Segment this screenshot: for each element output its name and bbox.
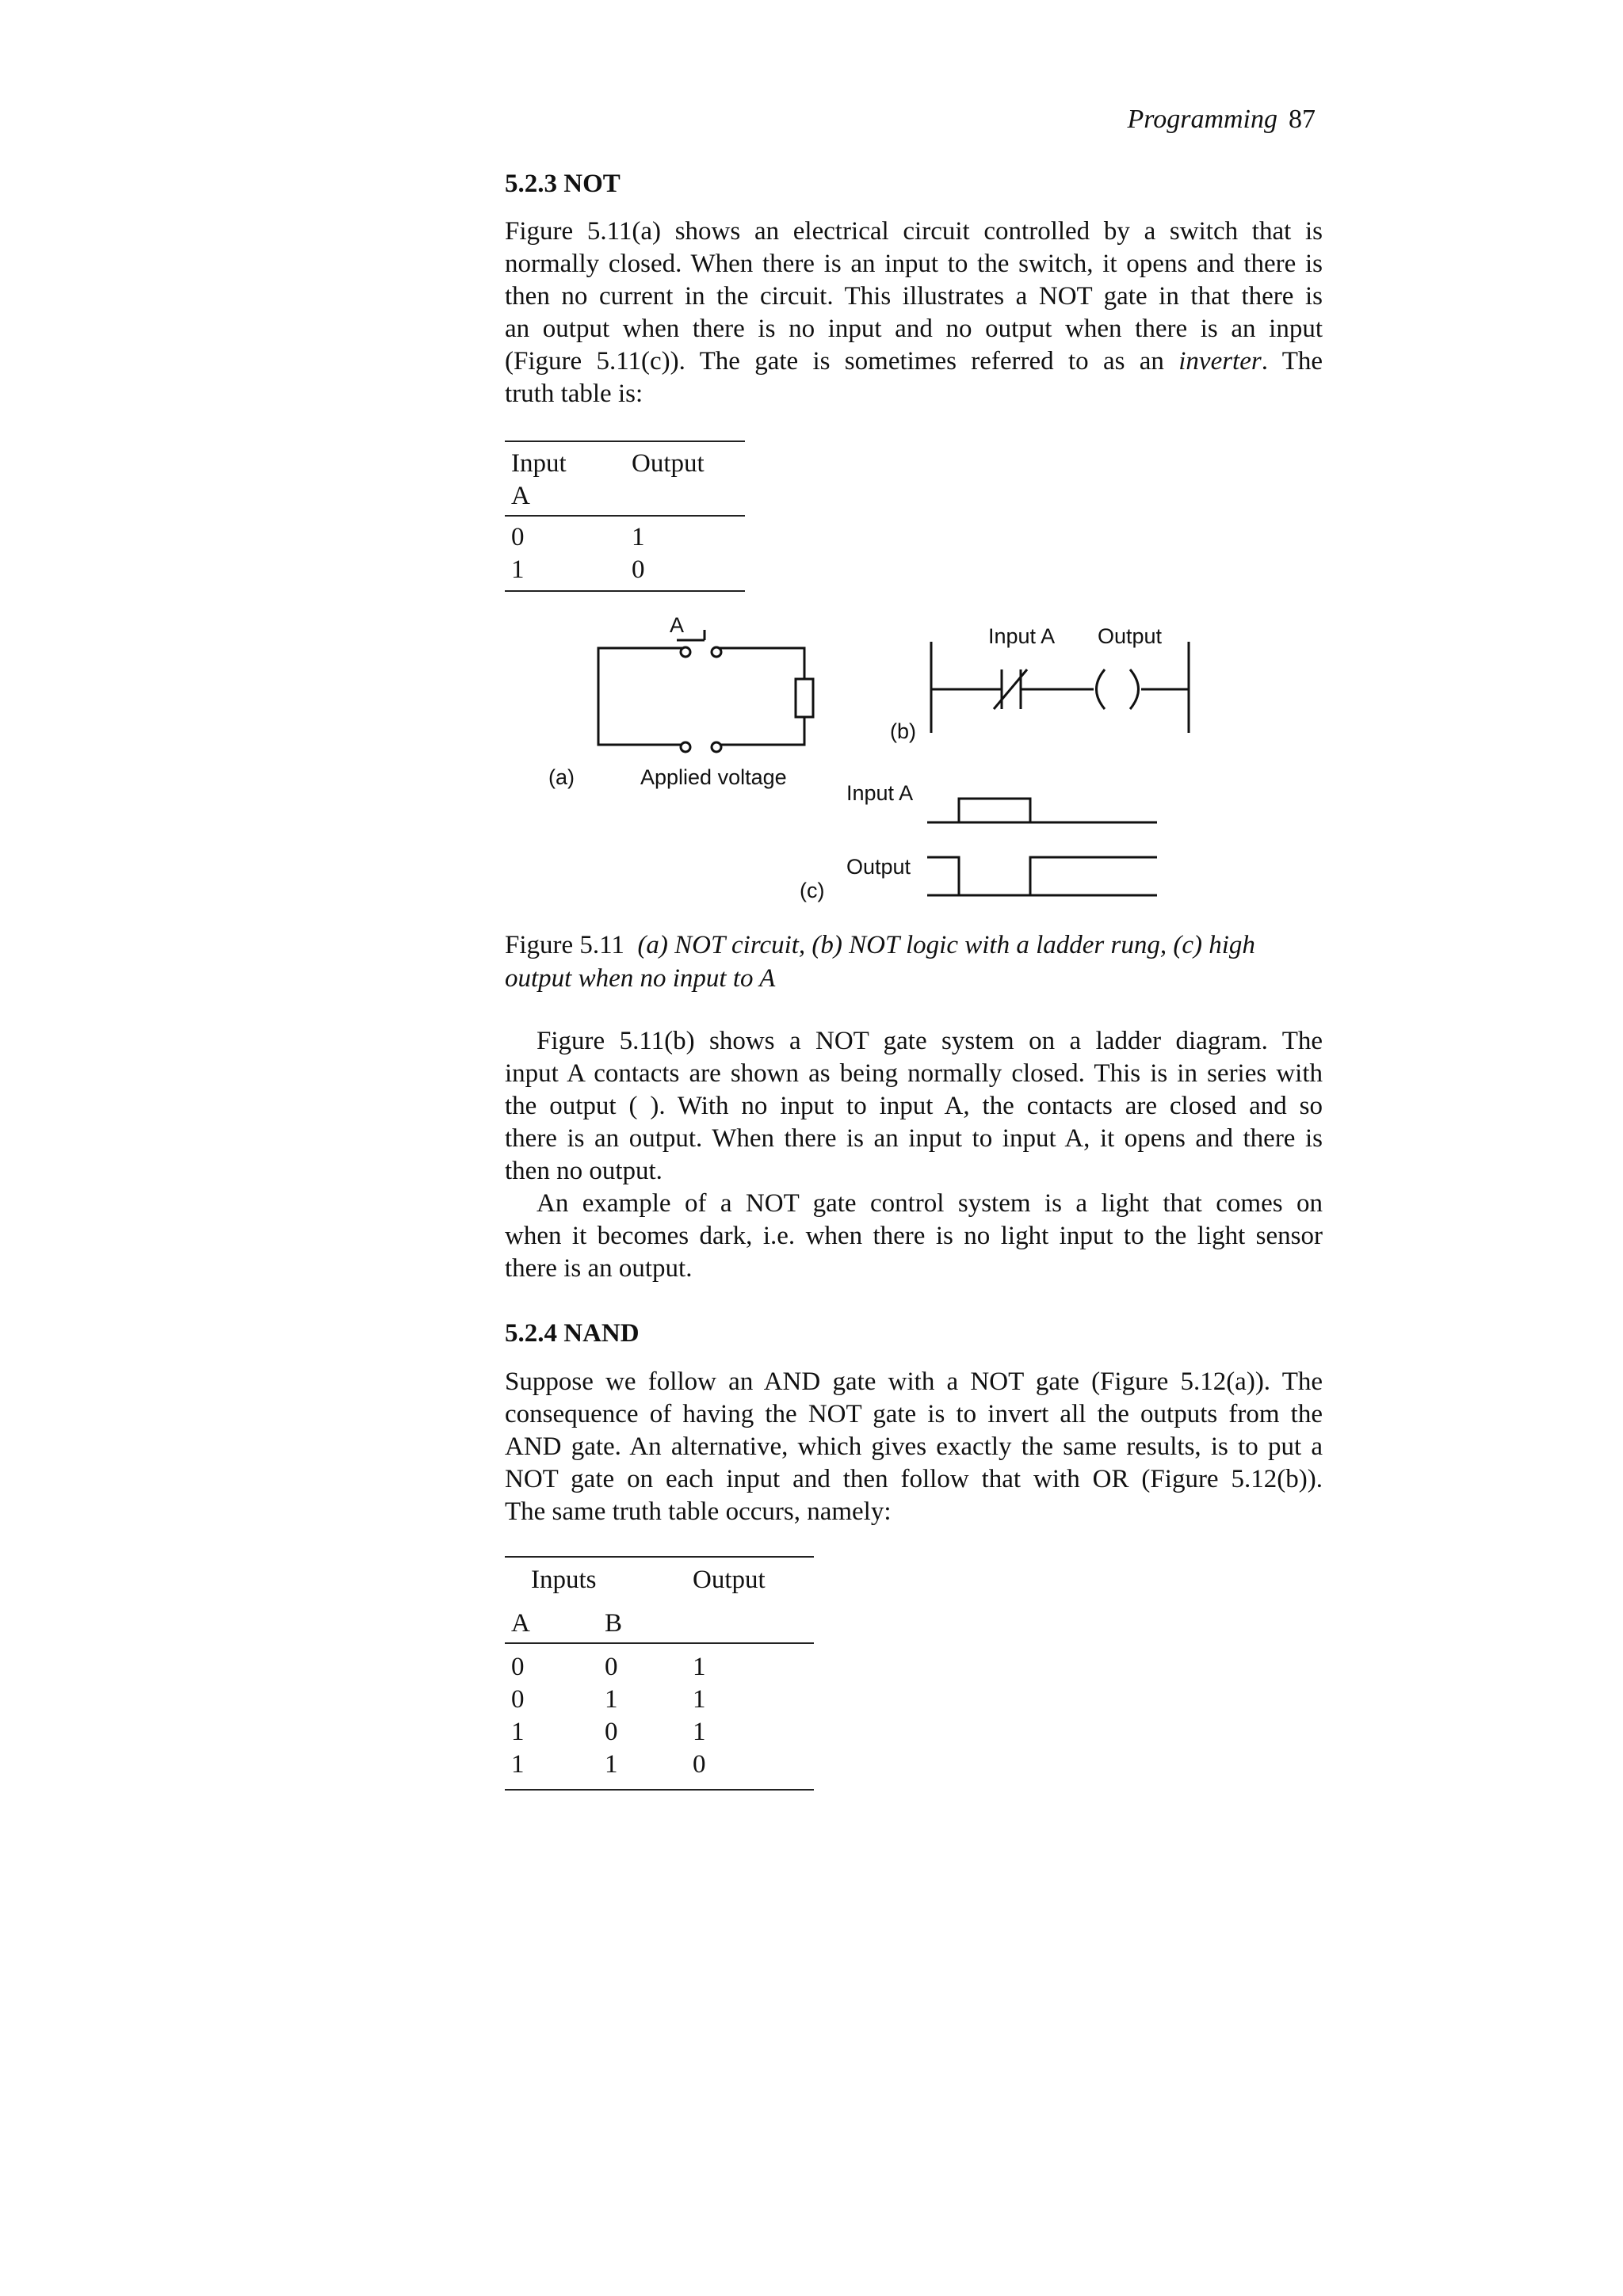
switch-terminal-right bbox=[712, 647, 721, 657]
text-line: truth table is: bbox=[505, 379, 643, 408]
table-cell: 0 bbox=[693, 1750, 706, 1779]
resistor-load bbox=[796, 679, 813, 717]
text-line: An example of a NOT gate control system is a light that comes on bbox=[537, 1189, 1323, 1218]
circuit-wire-top-right bbox=[717, 648, 804, 679]
figure-5-11-svg bbox=[507, 602, 1331, 919]
table-header-input: Input bbox=[511, 449, 567, 478]
text-line: NOT gate on each input and then follow that with OR (Figure 5.12(b)). bbox=[505, 1465, 1323, 1493]
switch-terminal-left bbox=[681, 647, 690, 657]
nand-table-header-output: Output bbox=[693, 1566, 766, 1594]
nand-paragraph-1 bbox=[505, 1366, 1323, 1528]
coil-left-arc bbox=[1097, 669, 1106, 709]
text-line: Figure 5.11(a) shows an electrical circuit controlled by a switch that is bbox=[505, 217, 1323, 246]
ladder-rung bbox=[931, 642, 1189, 733]
text-line: consequence of having the NOT gate is to invert all the outputs from the bbox=[505, 1400, 1323, 1428]
ladder-input-a-label: Input A bbox=[988, 624, 1056, 648]
table-bottom-rule bbox=[505, 590, 745, 592]
running-head bbox=[1109, 105, 1316, 135]
caption-line-1 bbox=[505, 929, 1329, 962]
text-line: The same truth table occurs, namely: bbox=[505, 1497, 892, 1526]
table-header-rule bbox=[505, 515, 745, 517]
not-paragraph-1 bbox=[505, 215, 1323, 410]
table-header-output: Output bbox=[632, 449, 705, 478]
table-cell: 1 bbox=[632, 523, 645, 551]
text-line: the output ( ). With no input to input A, the contacts are closed and so bbox=[505, 1092, 1323, 1120]
table-cell: 0 bbox=[605, 1718, 618, 1746]
not-paragraph-2 bbox=[505, 1025, 1323, 1188]
table-cell: 1 bbox=[511, 1750, 525, 1779]
supply-terminal-left bbox=[681, 742, 690, 752]
table-header-input-a: A bbox=[511, 482, 530, 510]
table-cell: 1 bbox=[511, 555, 525, 584]
ladder-output-label: Output bbox=[1098, 624, 1163, 648]
caption-text-1: (a) NOT circuit, (b) NOT logic with a ladder rung, (c) high bbox=[637, 931, 1255, 959]
wave-input-a-label: Input A bbox=[846, 781, 914, 805]
caption-text-2: output when no input to A bbox=[505, 964, 776, 993]
panel-label-a: (a) bbox=[548, 765, 575, 789]
waveforms bbox=[927, 799, 1157, 895]
text-line: Suppose we follow an AND gate with a NOT gate (Figure 5.12(a)). The bbox=[505, 1367, 1323, 1396]
not-paragraph-3 bbox=[505, 1188, 1323, 1285]
table-cell: 1 bbox=[605, 1685, 618, 1714]
nand-table-header-inputs: Inputs bbox=[531, 1566, 597, 1594]
table-top-rule bbox=[505, 441, 745, 442]
table-cell: 1 bbox=[693, 1718, 706, 1746]
caption-number: Figure 5.11 bbox=[505, 931, 624, 959]
table-cell: 0 bbox=[511, 523, 525, 551]
text-run: (Figure 5.11(c)). The gate is sometimes referred to as an bbox=[505, 347, 1179, 376]
nand-table-top-rule bbox=[505, 1556, 814, 1558]
switch-label-a: A bbox=[670, 613, 685, 637]
table-cell: 0 bbox=[511, 1685, 525, 1714]
table-cell: 0 bbox=[511, 1653, 525, 1681]
section-heading-not: 5.2.3 NOT bbox=[505, 170, 621, 198]
nand-table-header-b: B bbox=[605, 1609, 623, 1638]
text-line: then no current in the circuit. This illustrates a NOT gate in that there is bbox=[505, 282, 1323, 311]
text-line: then no output. bbox=[505, 1157, 663, 1185]
text-line: an output when there is no input and no output when there is an input bbox=[505, 315, 1323, 343]
output-waveform bbox=[927, 857, 1157, 895]
supply-terminal-right bbox=[712, 742, 721, 752]
text-line: there is an output. bbox=[505, 1254, 693, 1283]
panel-label-b: (b) bbox=[890, 719, 916, 743]
text-line: when it becomes dark, i.e. when there is no light input to the light sensor bbox=[505, 1222, 1323, 1250]
table-cell: 1 bbox=[511, 1718, 525, 1746]
page-number: 87 bbox=[1289, 105, 1316, 134]
wave-output-label: Output bbox=[846, 855, 911, 879]
text-line: input A contacts are shown as being normally closed. This is in series with bbox=[505, 1059, 1323, 1088]
text-run: . The bbox=[1261, 347, 1323, 376]
text-line: there is an output. When there is an input to input A, it opens and there is bbox=[505, 1124, 1323, 1153]
table-cell: 1 bbox=[693, 1685, 706, 1714]
coil-right-arc bbox=[1130, 669, 1139, 709]
nand-table-header-a: A bbox=[511, 1609, 530, 1638]
text-line: Figure 5.11(b) shows a NOT gate system on a ladder diagram. The bbox=[537, 1027, 1323, 1055]
text-line bbox=[505, 345, 1323, 378]
panel-label-c: (c) bbox=[800, 879, 825, 902]
applied-voltage-label: Applied voltage bbox=[640, 765, 787, 789]
table-cell: 0 bbox=[632, 555, 645, 584]
table-cell: 1 bbox=[605, 1750, 618, 1779]
circuit-wire-left bbox=[598, 648, 685, 745]
figure-caption bbox=[505, 929, 1329, 995]
circuit-wire-bottom-right bbox=[717, 717, 804, 745]
emphasis-inverter: inverter bbox=[1178, 347, 1262, 376]
text-line: AND gate. An alternative, which gives exactly the same results, is to put a bbox=[505, 1432, 1323, 1461]
table-cell: 0 bbox=[605, 1653, 618, 1681]
nand-table-bottom-rule bbox=[505, 1789, 814, 1791]
table-cell: 1 bbox=[693, 1653, 706, 1681]
running-head-title: Programming bbox=[1127, 105, 1277, 134]
input-a-waveform bbox=[927, 799, 1157, 822]
section-heading-nand: 5.2.4 NAND bbox=[505, 1319, 640, 1348]
nand-table-header-rule bbox=[505, 1642, 814, 1644]
not-circuit bbox=[598, 630, 813, 752]
figure-5-11 bbox=[507, 602, 1331, 919]
text-line: normally closed. When there is an input to the switch, it opens and there is bbox=[505, 250, 1323, 278]
